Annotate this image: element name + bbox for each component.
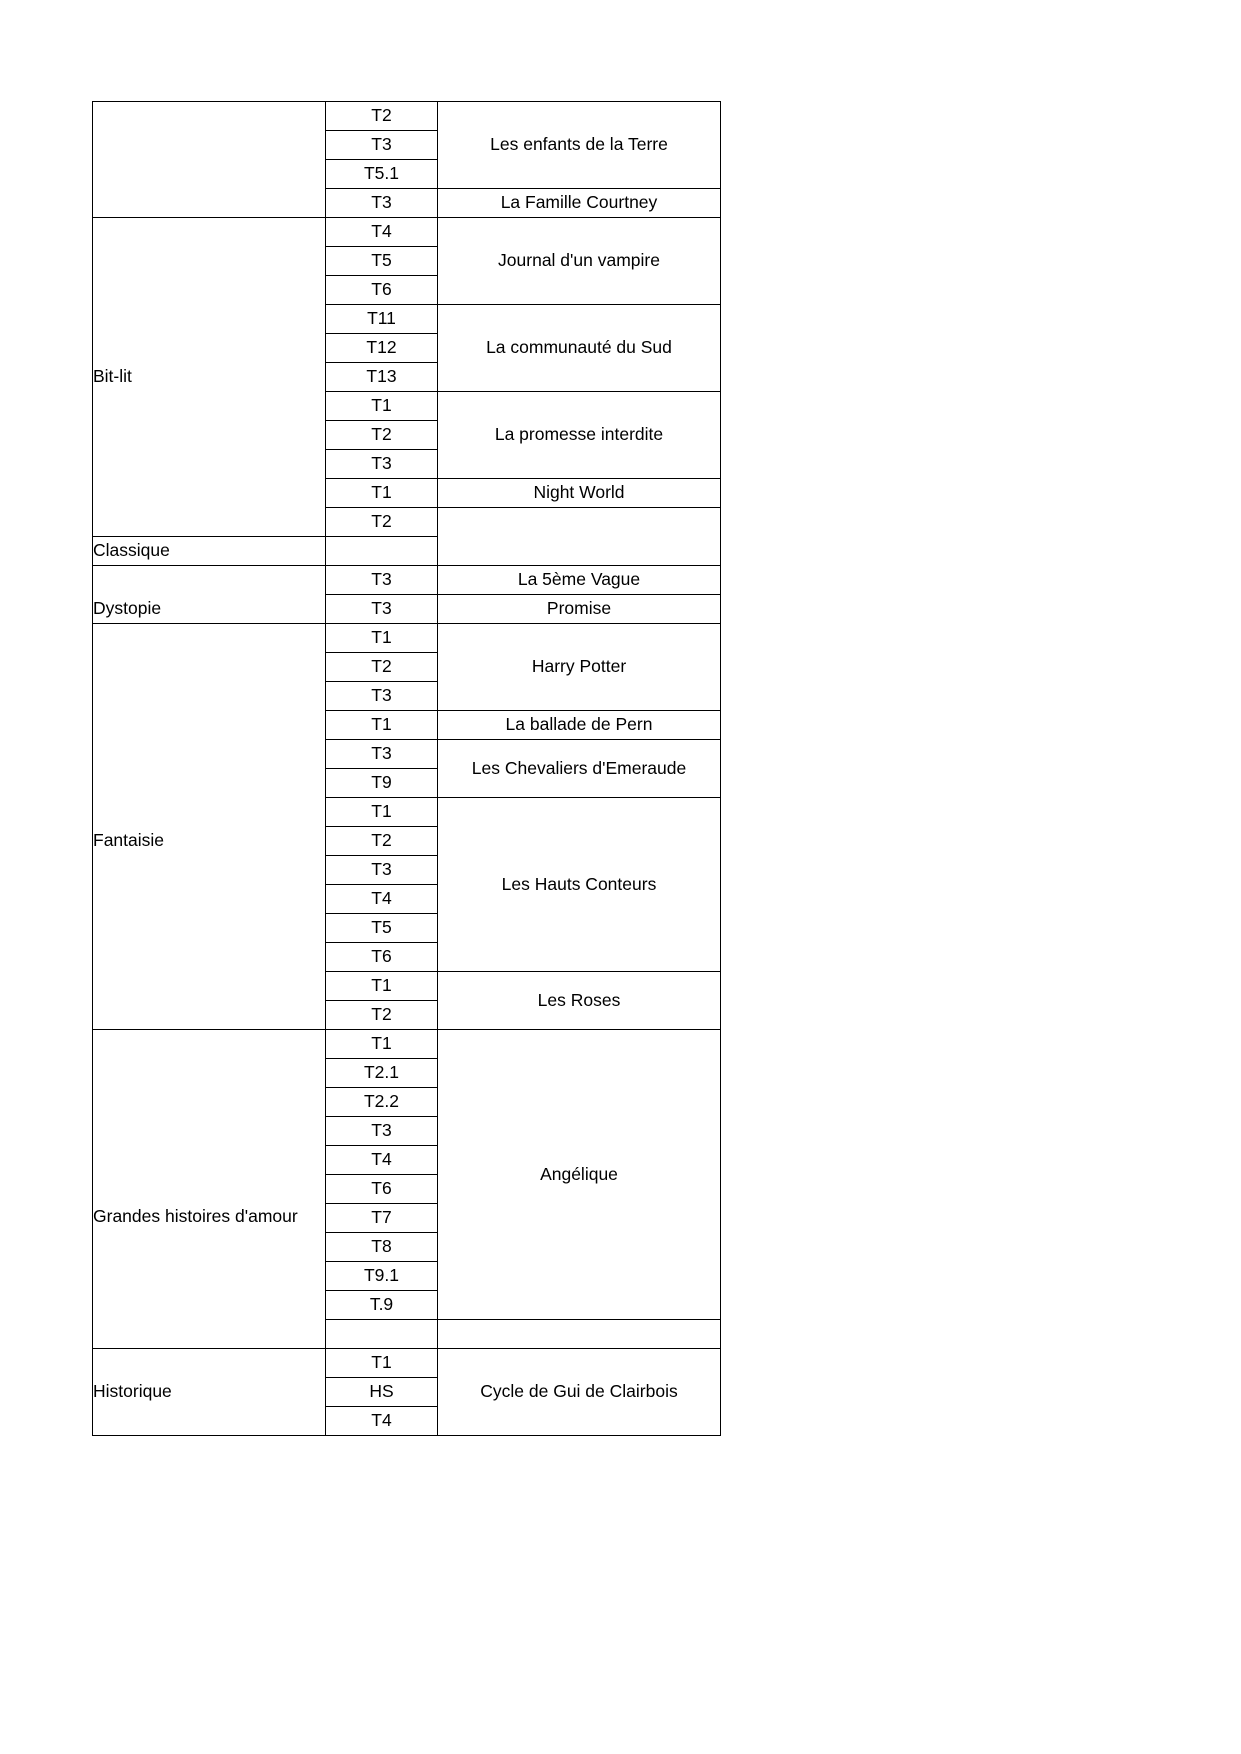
serie-cell[interactable] [438, 972, 721, 1030]
serie-label: La communauté du Sud [486, 337, 672, 358]
tome-cell[interactable] [326, 972, 438, 1001]
serie-label: Promise [546, 598, 612, 619]
tome-cell[interactable] [326, 769, 438, 798]
tome-label: T1 [371, 975, 392, 996]
tome-label: T1 [371, 1352, 392, 1373]
tome-cell[interactable] [326, 1059, 438, 1088]
tome-label: T6 [371, 279, 392, 300]
tome-cell[interactable] [326, 276, 438, 305]
serie-cell[interactable] [438, 305, 721, 392]
serie-cell[interactable] [438, 392, 721, 479]
serie-label: La ballade de Pern [505, 714, 653, 735]
tome-cell[interactable] [326, 943, 438, 972]
genre-cell[interactable] [93, 624, 326, 1030]
tome-label: T2 [371, 656, 392, 677]
tome-label: T1 [371, 627, 392, 648]
serie-label: Angélique [540, 1163, 618, 1184]
tome-cell[interactable] [326, 218, 438, 247]
tome-label: T5 [371, 917, 392, 938]
tome-label: T9.1 [363, 1265, 400, 1286]
genre-cell[interactable] [93, 1349, 326, 1436]
tome-cell[interactable] [326, 131, 438, 160]
tome-label: T3 [371, 743, 392, 764]
genre-label: Fantaisie [93, 829, 165, 850]
tome-cell[interactable] [326, 102, 438, 131]
tome-cell[interactable] [326, 624, 438, 653]
tome-cell[interactable] [326, 189, 438, 218]
tome-cell[interactable] [326, 740, 438, 769]
tome-cell[interactable] [326, 363, 438, 392]
tome-label: T11 [367, 308, 396, 329]
table-row [93, 102, 721, 131]
tome-label: T3 [371, 192, 392, 213]
tome-label: HS [369, 1381, 394, 1402]
serie-cell[interactable] [438, 218, 721, 305]
serie-label: Night World [533, 482, 625, 503]
tome-label: T3 [371, 453, 392, 474]
tome-cell[interactable] [326, 450, 438, 479]
tome-label: T2.2 [363, 1091, 400, 1112]
tome-label: T.9 [369, 1294, 394, 1315]
tome-label: T1 [371, 1033, 392, 1054]
table-row [93, 218, 721, 247]
serie-label: Les enfants de la Terre [490, 134, 668, 155]
tome-label: T1 [371, 395, 392, 416]
tome-cell[interactable] [326, 421, 438, 450]
table-row [93, 1030, 721, 1059]
genre-cell[interactable] [93, 102, 326, 218]
tome-label: T13 [366, 366, 397, 387]
tome-cell[interactable] [326, 479, 438, 508]
tome-cell[interactable] [326, 885, 438, 914]
tome-cell[interactable] [326, 856, 438, 885]
serie-label: La promesse interdite [494, 424, 664, 445]
tome-cell[interactable] [326, 392, 438, 421]
tome-cell[interactable] [326, 1088, 438, 1117]
tome-label: T9 [371, 772, 392, 793]
tome-cell[interactable] [326, 711, 438, 740]
table-row [93, 624, 721, 653]
serie-cell[interactable] [438, 1320, 721, 1349]
tome-cell[interactable] [326, 334, 438, 363]
serie-cell[interactable] [438, 798, 721, 972]
tome-cell[interactable] [326, 1378, 438, 1407]
genre-label: Grandes histoires d'amour [93, 1206, 298, 1227]
serie-label: La 5ème Vague [517, 569, 641, 590]
serie-cell[interactable] [438, 624, 721, 711]
tome-cell[interactable] [326, 305, 438, 334]
tome-label: T1 [371, 714, 392, 735]
tome-cell[interactable] [326, 1117, 438, 1146]
genre-cell[interactable] [93, 566, 326, 624]
tome-label: T3 [371, 598, 392, 619]
tome-cell[interactable] [326, 827, 438, 856]
genre-cell[interactable] [93, 218, 326, 537]
tome-cell[interactable] [326, 1349, 438, 1378]
genre-cell[interactable] [93, 1030, 326, 1349]
serie-label: Journal d'un vampire [498, 250, 660, 271]
tome-label: T3 [371, 685, 392, 706]
tome-label: T6 [371, 946, 392, 967]
tome-cell[interactable] [326, 653, 438, 682]
serie-label: Harry Potter [531, 656, 627, 677]
tome-cell[interactable] [326, 1262, 438, 1291]
table-row [93, 566, 721, 595]
tome-label: T2 [371, 424, 392, 445]
tome-label: T4 [371, 888, 392, 909]
tome-cell[interactable] [326, 682, 438, 711]
serie-label: Cycle de Gui de Clairbois [480, 1381, 678, 1402]
tome-cell[interactable] [326, 508, 438, 537]
tome-label: T1 [371, 801, 392, 822]
tome-cell[interactable] [326, 247, 438, 276]
tome-cell[interactable] [326, 1320, 438, 1349]
serie-cell[interactable] [438, 508, 721, 566]
serie-cell[interactable] [438, 711, 721, 740]
serie-cell[interactable] [438, 479, 721, 508]
tome-label: T8 [371, 1236, 392, 1257]
genre-label: Dystopie [93, 597, 162, 618]
tome-cell[interactable] [326, 1233, 438, 1262]
tome-cell[interactable] [326, 160, 438, 189]
tome-label: T4 [371, 1410, 392, 1431]
serie-cell[interactable] [438, 102, 721, 189]
serie-cell[interactable] [438, 1030, 721, 1320]
serie-cell[interactable] [438, 189, 721, 218]
tome-label: T2 [371, 511, 392, 532]
serie-label: Les Roses [537, 989, 621, 1010]
serie-cell[interactable] [438, 740, 721, 798]
tome-cell[interactable] [326, 1001, 438, 1030]
tome-cell[interactable] [326, 566, 438, 595]
tome-cell[interactable] [326, 1030, 438, 1059]
tome-cell[interactable] [326, 1291, 438, 1320]
table-row [93, 1349, 721, 1378]
table-body [93, 102, 721, 1436]
tome-cell[interactable] [326, 1407, 438, 1436]
tome-label: T5.1 [363, 163, 400, 184]
tome-label: T5 [371, 250, 392, 271]
tome-label: T4 [371, 1149, 392, 1170]
tome-label: T4 [371, 221, 392, 242]
tome-label: T3 [371, 569, 392, 590]
tome-cell[interactable] [326, 914, 438, 943]
tome-label: T2.1 [363, 1062, 400, 1083]
tome-cell[interactable] [326, 798, 438, 827]
tome-label: T12 [366, 337, 397, 358]
tome-label: T6 [371, 1178, 392, 1199]
tome-cell[interactable] [326, 1175, 438, 1204]
serie-cell[interactable] [438, 595, 721, 624]
genre-label: Classique [93, 540, 170, 561]
tome-label: T7 [371, 1207, 392, 1228]
tome-cell[interactable] [326, 537, 438, 566]
serie-cell[interactable] [438, 1349, 721, 1436]
tome-label: T3 [371, 1120, 392, 1141]
genre-cell[interactable] [93, 537, 326, 566]
serie-label: Les Chevaliers d'Emeraude [471, 757, 687, 778]
tome-label: T3 [371, 134, 392, 155]
tome-cell[interactable] [326, 595, 438, 624]
genre-label: Historique [93, 1381, 172, 1402]
tome-label: T3 [371, 859, 392, 880]
serie-label: Les Hauts Conteurs [501, 873, 657, 894]
tome-label: T1 [371, 482, 392, 503]
spreadsheet-sheet [92, 101, 720, 1436]
tome-cell[interactable] [326, 1146, 438, 1175]
serie-label: La Famille Courtney [500, 192, 658, 213]
tome-label: T2 [371, 105, 392, 126]
tome-label: T2 [371, 1004, 392, 1025]
genre-label: Bit-lit [93, 366, 132, 387]
book-series-table [92, 101, 721, 1436]
tome-cell[interactable] [326, 1204, 438, 1233]
serie-cell[interactable] [438, 566, 721, 595]
tome-label: T2 [371, 830, 392, 851]
